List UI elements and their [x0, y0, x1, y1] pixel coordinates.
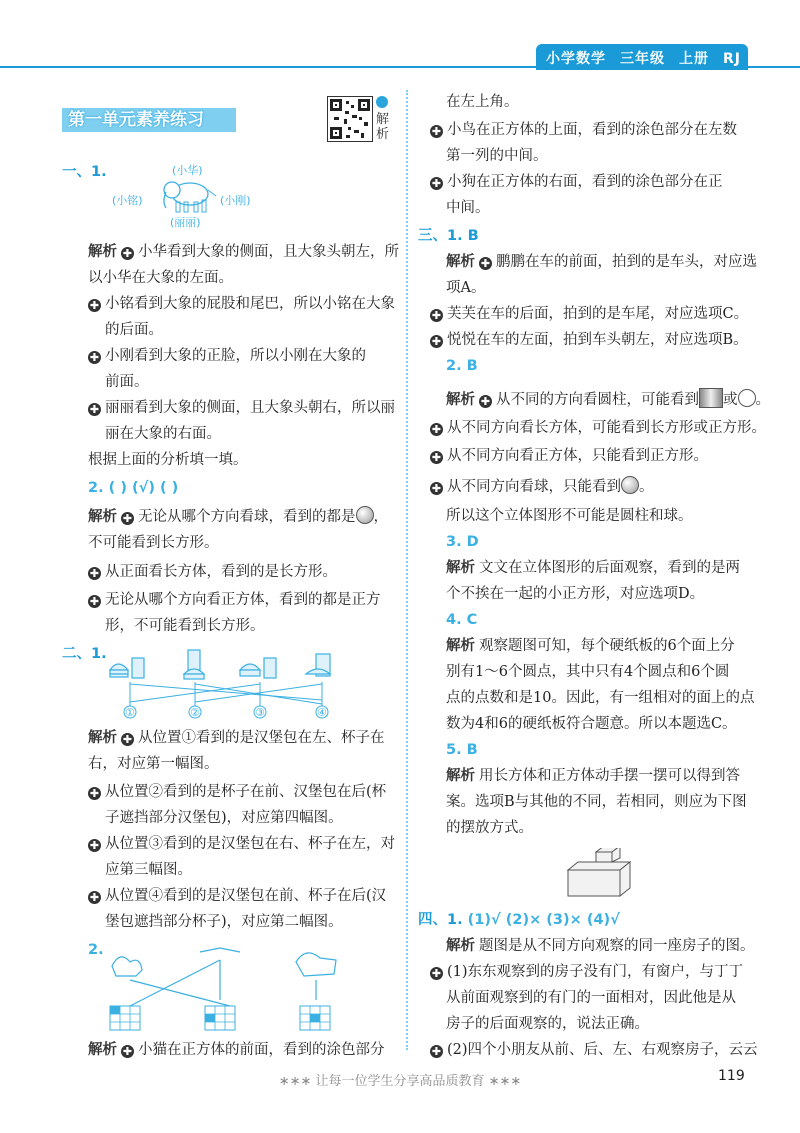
header-grade: 三年级 — [620, 51, 665, 67]
q31-label: 三、1. B — [418, 228, 479, 244]
qr-label: 解析 — [376, 112, 390, 142]
q2-line-2: ✚ 从正面看长方体，看到的是长方形。 — [89, 564, 337, 580]
q32-label: 2. B — [446, 358, 478, 374]
q41-line-3: 房子的后面观察的，说法正确。 — [446, 1016, 649, 1032]
fig-label-right: (小刚) — [220, 194, 251, 207]
bullet-icon: ✚ — [89, 839, 100, 852]
q34-line-1: 别有1～6个圆点，其中只有4个圆点和6个圆 — [446, 664, 730, 680]
q34-line-2: 点的点数和是10。因此，有一组相对的面上的点 — [446, 690, 755, 706]
q34-line-3: 数为4和6的硬纸板符合题意。所以本题选C。 — [446, 716, 737, 732]
right-top-1: ✚ 小鸟在正方体的上面，看到的涂色部分在左数 — [431, 122, 737, 138]
jiexi-tag: 解析 — [446, 638, 475, 654]
q1-line-2: ✚ 小铭看到大象的屁股和尾巴，所以小铭在大象 — [89, 296, 395, 312]
bullet-icon: ✚ — [89, 299, 100, 312]
q32-line-3: ✚ 从不同方向看正方体，只能看到正方形。 — [431, 448, 708, 464]
q34-line-0: 解析 观察题图可知，每个硬纸板的6个面上分 — [446, 638, 735, 654]
q1-line-7: 丽在大象的右面。 — [105, 426, 221, 442]
q31-line-3: ✚ 悦悦在车的左面，拍到车头朝左，对应选项B。 — [431, 332, 748, 348]
position-2: ② — [190, 706, 200, 719]
bullet-icon: ✚ — [480, 395, 491, 408]
q35-line-1: 案。选项B与其他的不同，若相同，则应为下图 — [446, 794, 747, 810]
bullet-icon: ✚ — [431, 177, 442, 190]
q21-line-3: 子遮挡部分汉堡包)，对应第四幅图。 — [105, 810, 343, 826]
bullet-icon: ✚ — [122, 733, 133, 746]
q1-line-8: 根据上面的分析填一填。 — [88, 452, 248, 468]
q32-line-2: ✚ 从不同方向看长方体，可能看到长方形或正方形。 — [431, 420, 766, 436]
q32-line-4: ✚ 从不同方向看球，只能看到 。 — [430, 476, 654, 497]
q1-line-5: 前面。 — [105, 374, 149, 390]
position-3: ③ — [255, 706, 265, 719]
sphere-icon — [356, 506, 374, 524]
bullet-icon: ✚ — [431, 335, 442, 348]
header-subject: 小学数学 — [546, 51, 606, 67]
q41-answer: (1)√ (2)× (3)× (4)√ — [467, 912, 620, 928]
jiexi-tag: 解析 — [446, 254, 475, 270]
bullet-icon: ✚ — [89, 567, 100, 580]
fig-label-bottom: (丽丽) — [170, 216, 201, 229]
q21-line-2: ✚ 从位置②看到的是杯子在前、汉堡包在后(杯 — [89, 784, 387, 800]
q1-line-3: 的后面。 — [105, 322, 163, 338]
q21-line-0: 解析 ✚ 从位置①看到的是汉堡包在左、杯子在 — [88, 730, 385, 746]
elephant-icon — [160, 178, 220, 214]
q41-line-2: 从前面观察到的有门的一面相对，因此他是从 — [446, 990, 736, 1006]
right-top-2: 第一列的中间。 — [446, 148, 548, 164]
fig-label-left: (小铭) — [112, 194, 143, 207]
q35-answer: B — [466, 742, 478, 758]
q31-line-2: ✚ 芙芙在车的后面，拍到的是车尾，对应选项C。 — [431, 306, 749, 322]
bullet-icon: ✚ — [89, 787, 100, 800]
page-number: 119 — [718, 1068, 745, 1084]
jiexi-tag: 解析 — [88, 509, 117, 525]
q2-line-1: 不可能看到长方形。 — [88, 535, 219, 551]
q2-line-3: ✚ 无论从哪个方向看正方体，看到的都是正方 — [89, 592, 381, 608]
q31-line-1: 项A。 — [446, 280, 486, 296]
q41-line-4: ✚ (2)四个小朋友从前、后、左、右观察房子，云云 — [431, 1042, 758, 1058]
jiexi-tag: 解析 — [88, 244, 117, 260]
header-edition: RJ — [723, 51, 741, 67]
q34-label: 4. C — [446, 612, 478, 628]
q1-label: 一、1. — [62, 164, 107, 180]
sphere-icon — [621, 476, 639, 494]
bullet-icon: ✚ — [480, 257, 491, 270]
bullet-icon: ✚ — [431, 423, 442, 436]
position-1: ① — [125, 706, 135, 719]
bullet-icon: ✚ — [431, 309, 442, 322]
cylinder-side-icon — [699, 388, 723, 408]
position-4: ④ — [317, 706, 327, 719]
bullet-icon: ✚ — [89, 351, 100, 364]
play-icon — [376, 96, 388, 108]
q31-line-0: 解析 ✚ 鹏鹏在车的前面，拍到的是车头，对应选 — [446, 254, 757, 270]
bullet-icon: ✚ — [431, 451, 442, 464]
q22-line: 解析 ✚ 小猫在正方体的前面，看到的涂色部分 — [88, 1042, 385, 1058]
q1-line-0: 解析 ✚ 小华看到大象的侧面，且大象头朝左，所 — [88, 244, 399, 260]
section-title: 第一单元素养练习 — [62, 108, 236, 132]
q41-label: 四、1. (1)√ (2)× (3)× (4)√ — [418, 912, 620, 928]
jiexi-tag: 解析 — [446, 938, 475, 954]
q2-label: 2. ( ) (√) ( ) — [88, 480, 179, 496]
q34-answer: C — [466, 612, 478, 628]
q21-label: 二、1. — [62, 646, 107, 662]
q1-line-4: ✚ 小刚看到大象的正脸，所以小刚在大象的 — [89, 348, 366, 364]
right-top-0: 在左上角。 — [446, 94, 519, 110]
jiexi-tag: 解析 — [446, 392, 475, 408]
q35-label: 5. B — [446, 742, 478, 758]
q21-line-1: 右，对应第一幅图。 — [88, 756, 219, 772]
circle-icon — [738, 389, 756, 407]
column-divider — [406, 90, 408, 1050]
q32-line-0: 解析 ✚ 从不同的方向看圆柱，可能看到 或 。 — [446, 388, 770, 410]
jiexi-tag: 解析 — [446, 768, 475, 784]
bullet-icon: ✚ — [89, 403, 100, 416]
header-text — [546, 48, 755, 68]
right-top-4: 中间。 — [446, 200, 490, 216]
bullet-icon: ✚ — [122, 512, 133, 525]
jiexi-tag: 解析 — [446, 560, 475, 576]
q22-label: 2. — [88, 942, 104, 958]
q32-line-5: 所以这个立体图形不可能是圆柱和球。 — [446, 508, 693, 524]
bullet-icon: ✚ — [89, 891, 100, 904]
bullet-icon: ✚ — [431, 967, 442, 980]
q21-line-7: 堡包遮挡部分杯子)，对应第二幅图。 — [105, 914, 343, 930]
q2-line-0: 解析 ✚ 无论从哪个方向看球，看到的都是 ， — [88, 506, 388, 527]
bullet-icon: ✚ — [89, 595, 100, 608]
bullet-icon: ✚ — [122, 247, 133, 260]
q1-line-1: 以小华在大象的左面。 — [88, 270, 233, 286]
burger-cup-figure — [100, 640, 370, 720]
q31-answer: B — [467, 228, 479, 244]
q33-line-1: 个不挨在一起的小正方形，对应选项D。 — [446, 586, 705, 602]
q35-line-2: 的摆放方式。 — [446, 820, 533, 836]
q32-answer: B — [466, 358, 478, 374]
q21-line-4: ✚ 从位置③看到的是汉堡包在右、杯子在左，对 — [89, 836, 395, 852]
footer-slogan: ∗∗∗ 让每一位学生分享高品质教育 ∗∗∗ — [278, 1074, 522, 1089]
q33-label: 3. D — [446, 534, 479, 550]
q41-line-0: 解析 题图是从不同方向观察的同一座房子的图。 — [446, 938, 755, 954]
q33-answer: D — [466, 534, 479, 550]
fig-label-top: (小华) — [172, 164, 203, 177]
q41-line-1: ✚ (1)东东观察到的房子没有门，有窗户，与丁丁 — [431, 964, 744, 980]
jiexi-tag: 解析 — [88, 1042, 117, 1058]
bullet-icon: ✚ — [431, 1045, 442, 1058]
q2-line-4: 形，不可能看到长方形。 — [105, 618, 265, 634]
right-top-3: ✚ 小狗在正方体的右面，看到的涂色部分在正 — [431, 174, 723, 190]
qr-code[interactable] — [327, 96, 373, 142]
q2-answer: ( ) (√) ( ) — [108, 480, 179, 496]
jiexi-tag: 解析 — [88, 730, 117, 746]
q21-line-5: 应第三幅图。 — [105, 862, 192, 878]
bullet-icon: ✚ — [431, 482, 442, 495]
q1-line-6: ✚ 丽丽看到大象的侧面，且大象头朝右，所以丽 — [89, 400, 395, 416]
animals-cube-figure — [100, 936, 360, 1036]
q21-line-6: ✚ 从位置④看到的是汉堡包在前、杯子在后(汉 — [89, 888, 387, 904]
bullet-icon: ✚ — [122, 1045, 133, 1058]
block-arrangement-figure — [560, 848, 660, 900]
q35-line-0: 解析 用长方体和正方体动手摆一摆可以得到答 — [446, 768, 740, 784]
bullet-icon: ✚ — [431, 125, 442, 138]
header-volume: 上册 — [679, 51, 709, 67]
q33-line-0: 解析 文文在立体图形的后面观察，看到的是两 — [446, 560, 740, 576]
